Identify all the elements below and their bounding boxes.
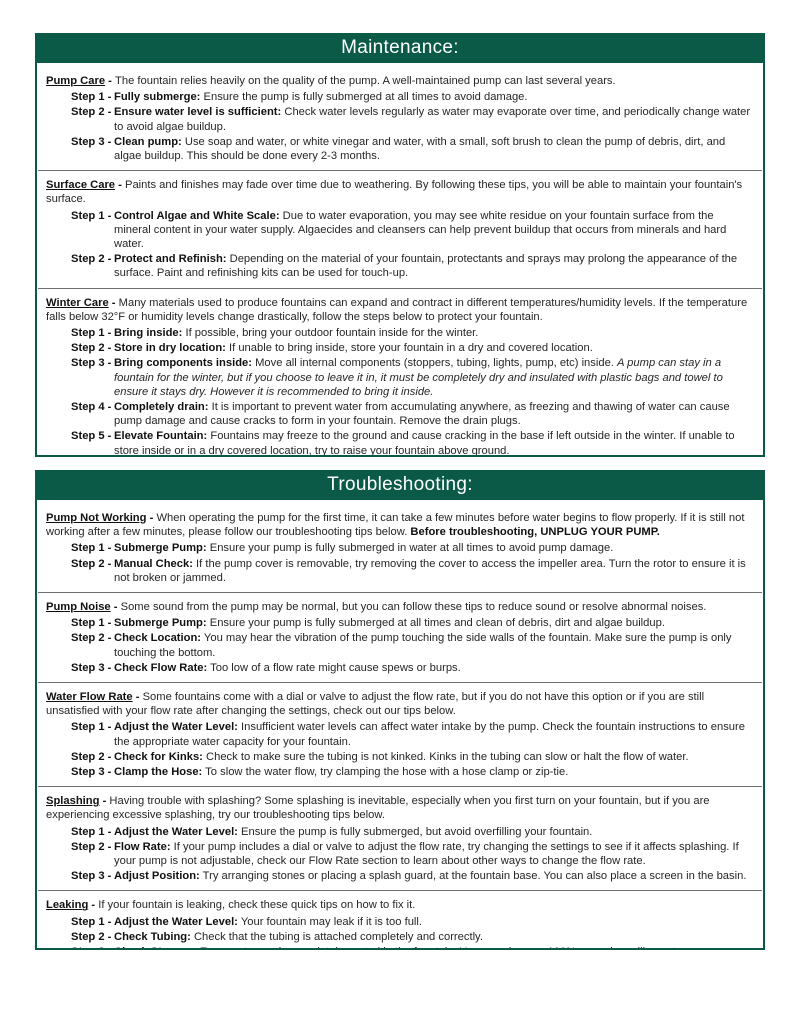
intro-text-segment: When operating the pump for the first time, it can take a few minutes before water begins to flow properly. If it is still not working after a few minutes, please follow our troubleshooting tips below. [46, 512, 745, 539]
step-number: Step 1 - [71, 617, 112, 630]
step-body [114, 825, 753, 839]
troubleshooting-panel [35, 470, 765, 950]
step-number: Step 2 - [71, 342, 112, 355]
step-number: Step 1 - [71, 721, 112, 734]
step-label: Check Tubing: [114, 930, 191, 943]
step-text-segment: Ensure the pump is fully submerged at all times to avoid damage. [200, 91, 528, 104]
step-text-segment: Ensure the pump is fully submerged, but avoid overfilling your fountain. [237, 825, 593, 838]
intro-text-segment: Many materials used to produce fountains can expand and contract in different temperatures/humidity levels. If the temperature falls below 32°F or humidity levels change drastically, follow the steps below to protect your fountain. [46, 296, 748, 323]
section-pump-noise [46, 600, 753, 675]
step-row [71, 341, 753, 355]
section-intro [46, 898, 753, 912]
heading-separator: - [132, 691, 143, 704]
section-intro [46, 74, 753, 88]
heading-separator: - [99, 795, 110, 808]
step-label [114, 946, 197, 950]
step-text-segment: A pump can stay in a fountain for the winter, but if you choose to leave it in, it must be completely dry and insulated with plastic bags and towel to ensure it stays dry. However it is recommended to bring it inside. [114, 357, 723, 398]
step-body [114, 326, 753, 340]
step-label: Submerge Pump: [114, 542, 207, 555]
step-row [71, 915, 753, 929]
step-body [114, 105, 753, 133]
step-row [71, 326, 753, 340]
step-body [114, 616, 753, 630]
step-label: Adjust Position: [114, 870, 200, 883]
maintenance-content [35, 63, 765, 457]
intro-text-segment: If your fountain is leaking, check these quick tips on how to fix it. [98, 899, 416, 912]
section-leaking [46, 898, 753, 950]
step-text-segment: It is important to prevent water from accumulating anywhere, as freezing and thawing of water can cause pump damage and cause cracks to form in your fountain. Remove the drain plugs. [114, 401, 730, 428]
step-label: Adjust the Water Level: [114, 915, 238, 928]
section-heading: Pump Care [46, 75, 106, 87]
maintenance-title: Maintenance: [341, 37, 459, 58]
step-body [114, 356, 753, 399]
step-row [71, 840, 753, 868]
step-body [114, 341, 753, 355]
step-number: Step 5 - [71, 430, 112, 443]
heading-separator: - [88, 899, 99, 912]
step-row [71, 661, 753, 675]
maintenance-panel [35, 33, 765, 457]
step-label: Bring components inside: [114, 357, 252, 370]
step-body [114, 945, 753, 950]
step-label: Manual Check: [114, 557, 193, 570]
step-row [71, 105, 753, 133]
troubleshooting-title-bar [35, 470, 765, 500]
step-row [71, 252, 753, 280]
section-water-flow-rate [46, 690, 753, 779]
troubleshooting-content [35, 500, 765, 950]
step-body [114, 930, 753, 944]
step-number: Step 3 - [71, 135, 112, 148]
section-divider [38, 288, 762, 289]
intro-text-segment: Having trouble with splashing? Some splashing is inevitable, especially when you first turn on your fountain, but if you are experiencing excessive splashing, try our troubleshooting tips below. [46, 795, 710, 822]
step-row [71, 209, 753, 252]
step-row [71, 135, 753, 163]
section-divider [38, 890, 762, 891]
heading-separator: - [115, 179, 125, 192]
step-body [114, 869, 753, 883]
step-label: Ensure water level is sufficient: [114, 106, 282, 119]
section-heading: Surface Care [46, 179, 116, 192]
section-divider [38, 170, 762, 171]
heading-separator: - [110, 601, 121, 614]
step-number: Step 3 - [71, 870, 112, 883]
section-divider [38, 592, 762, 593]
section-intro [46, 794, 753, 822]
step-number: Step 2 - [71, 930, 112, 943]
step-label: Check for Kinks: [114, 750, 203, 763]
step-text-segment: Depending on the material of your fountain, protectants and sprays may prolong the appearance of the surface. Paint and refinishing kits can be used for touch-up. [114, 253, 738, 280]
step-label: Submerge Pump: [114, 617, 207, 630]
step-text-segment: Check that the tubing is attached completely and correctly. [190, 930, 483, 943]
section-divider [38, 682, 762, 683]
heading-separator: - [146, 512, 157, 524]
step-label: Bring inside: [114, 327, 183, 340]
step-number: Step 2 - [71, 106, 112, 119]
step-body [114, 915, 753, 929]
intro-text-segment: Paints and finishes may fade over time due to weathering. By following these tips, you will be able to maintain your fountain's surface. [46, 179, 743, 206]
step-body [114, 541, 753, 555]
section-surface-care [46, 178, 753, 280]
step-number: Step 3 - [71, 661, 112, 674]
step-number: Step 1 - [71, 825, 112, 838]
section-heading: Splashing [46, 795, 100, 808]
step-body [114, 429, 753, 457]
step-text-segment: Your fountain may leak if it is too full. [237, 915, 422, 928]
step-text-segment: If possible, bring your outdoor fountain inside for the winter. [182, 327, 479, 340]
intro-text-segment: Some sound from the pump may be normal, but you can follow these tips to reduce sound or resolve abnormal noises. [120, 601, 707, 614]
section-heading: Pump Noise [46, 601, 111, 614]
step-number: Step 4 - [71, 401, 112, 414]
step-text-segment: Too low of a flow rate might cause spews or burps. [207, 661, 461, 674]
step-body [114, 252, 753, 280]
section-heading: Winter Care [46, 296, 109, 309]
step-label: Store in dry location: [114, 342, 226, 355]
step-number: Step 1 - [71, 209, 112, 222]
step-label: Adjust the Water Level: [114, 721, 238, 734]
step-number [71, 945, 114, 950]
step-text-segment: Ensure your pump is fully submerged at all times and clean of debris, dirt and algae buildup. [206, 617, 665, 630]
step-row [71, 720, 753, 748]
step-number: Step 2 - [71, 750, 112, 763]
step-row [71, 557, 753, 585]
section-splashing [46, 794, 753, 883]
step-text-segment: Try arranging stones or placing a splash guard, at the fountain base. You can also place a screen in the basin. [199, 870, 747, 883]
step-text-segment: Due to water evaporation, you may see white residue on your fountain surface from the mineral content in your water supply. Algaecides and cleansers can help prevent buildup that occurs from minerals and hard water. [114, 209, 727, 251]
step-text-segment: To slow the water flow, try clamping the hose with a hose clamp or zip-tie. [202, 766, 569, 779]
step-body [114, 557, 753, 585]
step-body [114, 661, 753, 675]
section-intro [46, 178, 753, 206]
step-row [71, 945, 753, 950]
step-text-segment: If unable to bring inside, store your fountain in a dry and covered location. [225, 342, 593, 355]
step-body [114, 90, 753, 104]
step-text-segment: Ensure your pump is fully submerged in water at all times to avoid pump damage. [206, 542, 614, 555]
step-text-segment: Insufficient water levels can affect water intake by the pump. Check the fountain instructions to ensure the appropriate water capacity for your fountain. [114, 721, 745, 748]
step-label: Protect and Refinish: [114, 253, 227, 266]
section-pump-not-working [46, 511, 753, 585]
step-text-segment: Check to make sure the tubing is not kinked. Kinks in the tubing can slow or halt the flow of water. [202, 750, 689, 763]
step-label: Fully submerge: [114, 91, 201, 104]
step-text-segment: If the pump cover is removable, try removing the cover to access the impeller area. Turn the rotor to ensure it is not broken or jammed. [114, 557, 746, 584]
heading-separator: - [108, 296, 119, 309]
step-number: Step 1 - [71, 327, 112, 340]
intro-text-segment: Before troubleshooting, UNPLUG YOUR PUMP. [410, 526, 660, 539]
step-text-segment [114, 946, 728, 950]
step-text-segment: You may hear the vibration of the pump touching the side walls of the fountain. Make sure the pump is only touching the bottom. [114, 632, 732, 659]
section-heading: Pump Not Working [46, 512, 147, 524]
section-pump-care [46, 74, 753, 163]
step-body [114, 720, 753, 748]
step-number: Step 1 - [71, 915, 112, 928]
step-label: Control Algae and White Scale: [114, 209, 280, 222]
step-body [114, 765, 753, 779]
section-intro [46, 690, 753, 718]
step-label: Elevate Fountain: [114, 430, 208, 443]
step-text-segment: Use soap and water, or white vinegar and water, with a small, soft brush to clean the pump of debris, dirt, and algae buildup. This should be done every 2-3 months. [114, 135, 726, 163]
step-body [114, 135, 753, 163]
step-row [71, 616, 753, 630]
step-label: Flow Rate: [114, 840, 171, 853]
maintenance-title-bar [35, 33, 765, 63]
section-winter-care [46, 296, 753, 457]
step-text-segment: If your pump includes a dial or valve to adjust the flow rate, try changing the settings to see if it affects splashing. If your pump is not adjustable, check our Flow Rate section to learn about other ways to change the flow rate. [114, 840, 739, 868]
step-row [71, 429, 753, 457]
troubleshooting-title: Troubleshooting: [327, 474, 473, 495]
step-row [71, 765, 753, 779]
step-number: Step 1 - [71, 542, 112, 555]
step-label: Adjust the Water Level: [114, 825, 238, 838]
step-row [71, 90, 753, 104]
step-body [114, 840, 753, 868]
step-row [71, 356, 753, 399]
step-text-segment: Fountains may freeze to the ground and cause cracking in the base if left outside in the winter. If unable to store inside or in a dry covered location, try to raise your fountain above ground. [114, 430, 735, 457]
step-number: Step 1 - [71, 91, 112, 104]
section-heading: Leaking [46, 899, 89, 912]
step-number: Step 2 - [71, 632, 112, 645]
step-number: Step 3 - [71, 766, 112, 779]
step-body [114, 400, 753, 428]
step-number: Step 2 - [71, 840, 112, 853]
step-text-segment: Check water levels regularly as water may evaporate over time, and periodically change water to avoid algae buildup. [114, 106, 751, 133]
step-row [71, 869, 753, 883]
step-number: Step 2 - [71, 253, 112, 266]
section-heading: Water Flow Rate [46, 691, 133, 704]
step-label: Check Location: [114, 632, 202, 645]
intro-text-segment: The fountain relies heavily on the quality of the pump. A well-maintained pump can last several years. [115, 75, 616, 87]
section-divider [38, 786, 762, 787]
step-row [71, 825, 753, 839]
step-number: Step 2 - [71, 557, 112, 570]
intro-text-segment: Some fountains come with a dial or valve to adjust the flow rate, but if you do not have this option or if you are still unsatisfied with your flow rate after changing the settings, check out our tips below. [46, 691, 705, 718]
step-text-segment: Move all internal components (stoppers, tubing, lights, pump, etc) inside. [252, 357, 618, 370]
step-row [71, 631, 753, 659]
step-label: Completely drain: [114, 401, 209, 414]
heading-separator: - [105, 75, 116, 87]
step-label: Clamp the Hose: [114, 766, 203, 779]
step-row [71, 541, 753, 555]
step-label: Clean pump: [114, 135, 182, 148]
step-row [71, 400, 753, 428]
step-row [71, 750, 753, 764]
step-body [114, 631, 753, 659]
section-intro [46, 296, 753, 324]
step-body [114, 750, 753, 764]
section-intro [46, 600, 753, 614]
step-body [114, 209, 753, 252]
step-label: Check Flow Rate: [114, 661, 208, 674]
section-intro [46, 511, 753, 539]
step-number: Step 3 - [71, 357, 112, 370]
step-row [71, 930, 753, 944]
